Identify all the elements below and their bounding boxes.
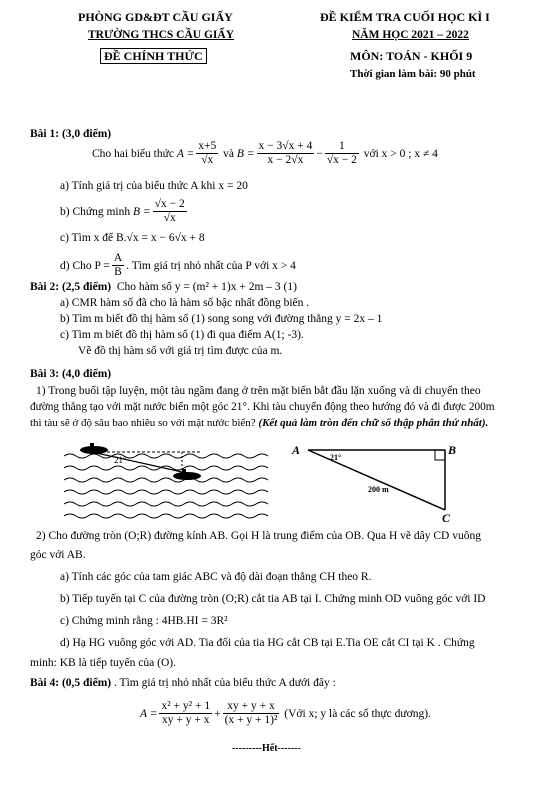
tri-length-label: 200 m xyxy=(368,485,389,494)
tri-angle-label: 21° xyxy=(330,453,342,462)
bai2-header: Bài 2: (2,5 điểm) Cho hàm số y = (m² + 1)x + 2m – 3 (1) xyxy=(30,281,297,293)
school-year: NĂM HỌC 2021 – 2022 xyxy=(352,29,469,41)
triangle-figure xyxy=(290,440,470,525)
exam-title: ĐỀ KIỂM TRA CUỐI HỌC KÌ I xyxy=(320,10,490,24)
bai3-a: a) Tính các góc của tam giác ABC và độ dài đoạn thẳng CH theo R. xyxy=(60,571,372,583)
bai3-p2-l1: 2) Cho đường tròn (O;R) đường kính AB. Gọi H là trung điểm của OB. Qua H vẽ dây CD vuông xyxy=(36,530,481,542)
bai2-a: a) CMR hàm số đã cho là hàm số bậc nhất đồng biến . xyxy=(60,297,310,309)
bai1-intro: Cho hai biểu thức A = $\frac{x+5}{√x}$ và B = $\frac{x - 3√x + 4}{x - 2√x}$ − $\frac{1}{√x - 2}$ với x > 0 ; x ≠ 4 xyxy=(92,140,438,166)
bai1-c: c) Tìm x để B.√x = x − 6√x + 8 xyxy=(60,232,205,244)
official-label: ĐỀ CHÍNH THỨC xyxy=(100,49,207,64)
exam-time: Thời gian làm bài: 90 phút xyxy=(350,68,476,80)
bai4-header: Bài 4: (0,5 điểm) . Tìm giá trị nhỏ nhất của biểu thức A dưới đây : xyxy=(30,677,336,689)
footer-end: ---------Hết------- xyxy=(232,743,301,754)
bai1-title: Bài 1: (3,0 điểm) xyxy=(30,128,112,140)
bai3-c: c) Chứng minh rằng : 4HB.HI = 3R² xyxy=(60,615,228,627)
bai2-c: c) Tìm m biết đồ thị hàm số (1) đi qua điểm A(1; -3). xyxy=(60,329,304,341)
bai3-title: Bài 3: (4,0 điểm) xyxy=(30,368,112,380)
bai3-p1-l3: thì tàu sẽ ở độ sâu bao nhiêu so với mặt nước biển? (Kết quả làm tròn đến chữ số thập phân thứ nhất). xyxy=(30,417,489,429)
bai2-c2: Vẽ đồ thị hàm số với giá trị tìm được của m. xyxy=(78,345,283,357)
submarine-icon xyxy=(80,443,108,454)
fig-angle-label: 21° xyxy=(114,455,127,465)
vertex-c-label: C xyxy=(442,511,451,525)
bai3-p1-l2: đường thẳng tạo với mặt nước biển một góc 21°. Khi tàu chuyển động theo hướng đó và đi được 200m xyxy=(30,401,495,413)
vertex-a-label: A xyxy=(292,443,301,457)
bai3-p2-l2: góc với AB. xyxy=(30,549,86,561)
bai3-d-l1: d) Hạ HG vuông góc với AD. Tia đối của tia HG cắt CB tại E.Tia OE cắt CI tại K . Chứng xyxy=(60,637,475,649)
bai3-b: b) Tiếp tuyến tại C của đường tròn (O;R) cắt tia AB tại I. Chứng minh OD vuông góc với ID xyxy=(60,593,486,605)
bai1-d: d) Cho P = $\frac{A}{B}$ . Tìm giá trị nhỏ nhất của P với x > 4 xyxy=(60,252,296,278)
bai1-a: a) Tính giá trị của biểu thức A khi x = 20 xyxy=(60,180,248,192)
vertex-b-label: B xyxy=(448,443,457,457)
bai4-expression: A = $\frac{\text{x² + y² + 1}}{xy + y + x}$ + $\frac{xy + y + x}{\text{(x + y + 1)²}}$ (Với x; y là các số thực dương). xyxy=(140,700,431,726)
submarine-figure xyxy=(62,442,282,522)
bai1-b: b) Chứng minh B = $\frac{√x - 2}{√x}$ xyxy=(60,198,185,224)
school-name: TRƯỜNG THCS CẦU GIẤY xyxy=(88,29,235,41)
dept-name: PHÒNG GD&ĐT CẦU GIẤY xyxy=(78,10,233,24)
bai3-d-l2: minh: KB là tiếp tuyến của (O). xyxy=(30,657,176,669)
bai3-p1-l1: 1) Trong buổi tập luyện, một tàu ngầm đang ở trên mặt biển bắt đầu lặn xuống và di chuyển theo xyxy=(36,385,481,397)
bai2-b: b) Tìm m biết đồ thị hàm số (1) song song với đường thẳng y = 2x – 1 xyxy=(60,313,383,325)
subject: MÔN: TOÁN - KHỐI 9 xyxy=(350,49,473,63)
